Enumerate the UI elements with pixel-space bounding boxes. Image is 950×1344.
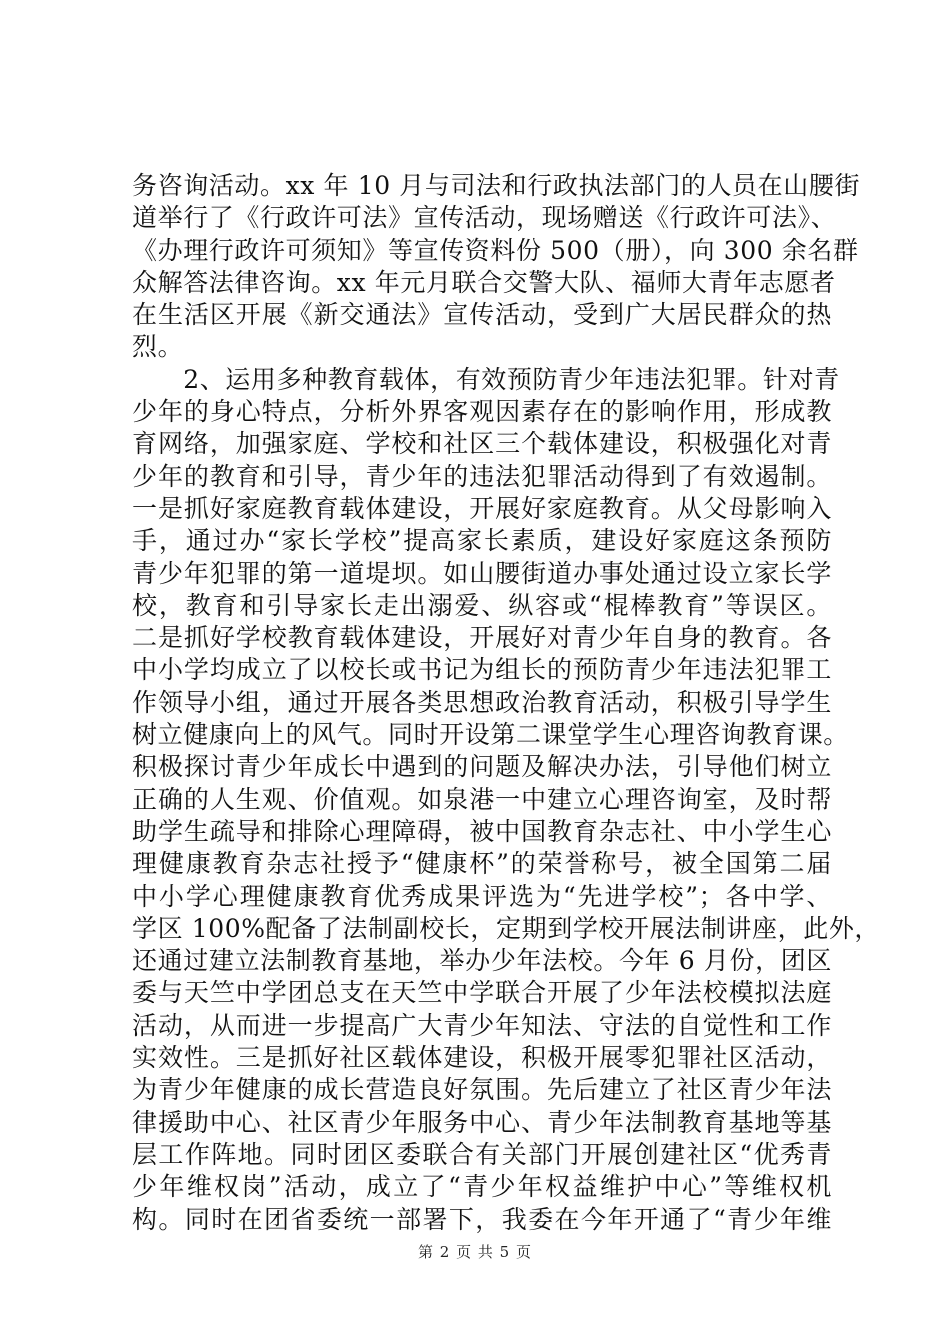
page-footer — [0, 1241, 950, 1262]
text-line: 实效性。三是抓好社区载体建设，积极开展零犯罪社区活动， — [132, 1043, 832, 1073]
text-line: 一是抓好家庭教育载体建设，开展好家庭教育。从父母影响入 — [132, 493, 832, 523]
text-line: 树立健康向上的风气。同时开设第二课堂学生心理咨询教育课。 — [132, 720, 849, 750]
text-line: 理健康教育杂志社授予“健康杯”的荣誉称号，被全国第二届 — [132, 849, 832, 879]
text-line: 层工作阵地。同时团区委联合有关部门开展创建社区“优秀青 — [132, 1139, 832, 1169]
text-line: 在生活区开展《新交通法》宣传活动，受到广大居民群众的热 — [132, 300, 832, 330]
text-line: 少年的身心特点，分析外界客观因素存在的影响作用，形成教 — [132, 397, 832, 427]
text-line: 手，通过办“家长学校”提高家长素质，建设好家庭这条预防 — [132, 526, 832, 556]
text-line: 还通过建立法制教育基地，举办少年法校。今年 6 月份，团区 — [132, 946, 832, 976]
text-line: 众解答法律咨询。xx 年元月联合交警大队、福师大青年志愿者 — [132, 267, 836, 297]
text-line: 育网络，加强家庭、学校和社区三个载体建设，积极强化对青 — [132, 429, 832, 459]
page-number-label: 第 2 页 共 5 页 — [418, 1243, 532, 1261]
text-line: 烈。 — [132, 332, 184, 362]
text-line: 青少年犯罪的第一道堤坝。如山腰街道办事处通过设立家长学 — [132, 558, 832, 588]
text-line: 助学生疏导和排除心理障碍，被中国教育杂志社、中小学生心 — [132, 816, 832, 846]
text-line: 二是抓好学校教育载体建设，开展好对青少年自身的教育。各 — [132, 623, 832, 653]
text-line: 务咨询活动。xx 年 10 月与司法和行政执法部门的人员在山腰街 — [132, 171, 861, 200]
text-line: 中小学心理健康教育优秀成果评选为“先进学校”；各中学、 — [132, 881, 832, 911]
text-line: 正确的人生观、价值观。如泉港一中建立心理咨询室，及时帮 — [132, 784, 832, 814]
text-line: 校，教育和引导家长走出溺爱、纵容或“棍棒教育”等误区。 — [132, 590, 832, 620]
text-line: 《办理行政许可须知》等宣传资料份 500（册），向 300 余名群 — [132, 235, 859, 265]
text-line: 委与天竺中学团总支在天竺中学联合开展了少年法校模拟法庭 — [132, 978, 832, 1008]
text-line: 作领导小组，通过开展各类思想政治教育活动，积极引导学生 — [132, 687, 832, 717]
text-line: 道举行了《行政许可法》宣传活动，现场赠送《行政许可法》、 — [132, 203, 837, 233]
text-line: 构。同时在团省委统一部署下，我委在今年开通了“青少年维 — [132, 1204, 832, 1234]
text-line: 学区 100%配备了法制副校长，定期到学校开展法制讲座，此外， — [132, 913, 881, 943]
document-body — [132, 170, 881, 1236]
text-line: 律援助中心、社区青少年服务中心、青少年法制教育基地等基 — [132, 1107, 832, 1137]
text-line: 2、运用多种教育载体，有效预防青少年违法犯罪。针对青 — [132, 364, 840, 394]
text-line: 中小学均成立了以校长或书记为组长的预防青少年违法犯罪工 — [132, 655, 832, 685]
text-line: 为青少年健康的成长营造良好氛围。先后建立了社区青少年法 — [132, 1075, 832, 1105]
text-line: 少年的教育和引导，青少年的违法犯罪活动得到了有效遏制。 — [132, 461, 832, 491]
text-line: 积极探讨青少年成长中遇到的问题及解决办法，引导他们树立 — [132, 752, 832, 782]
text-line: 活动，从而进一步提高广大青少年知法、守法的自觉性和工作 — [132, 1010, 832, 1040]
text-line: 少年维权岗”活动，成立了“青少年权益维护中心”等维权机 — [132, 1172, 832, 1202]
